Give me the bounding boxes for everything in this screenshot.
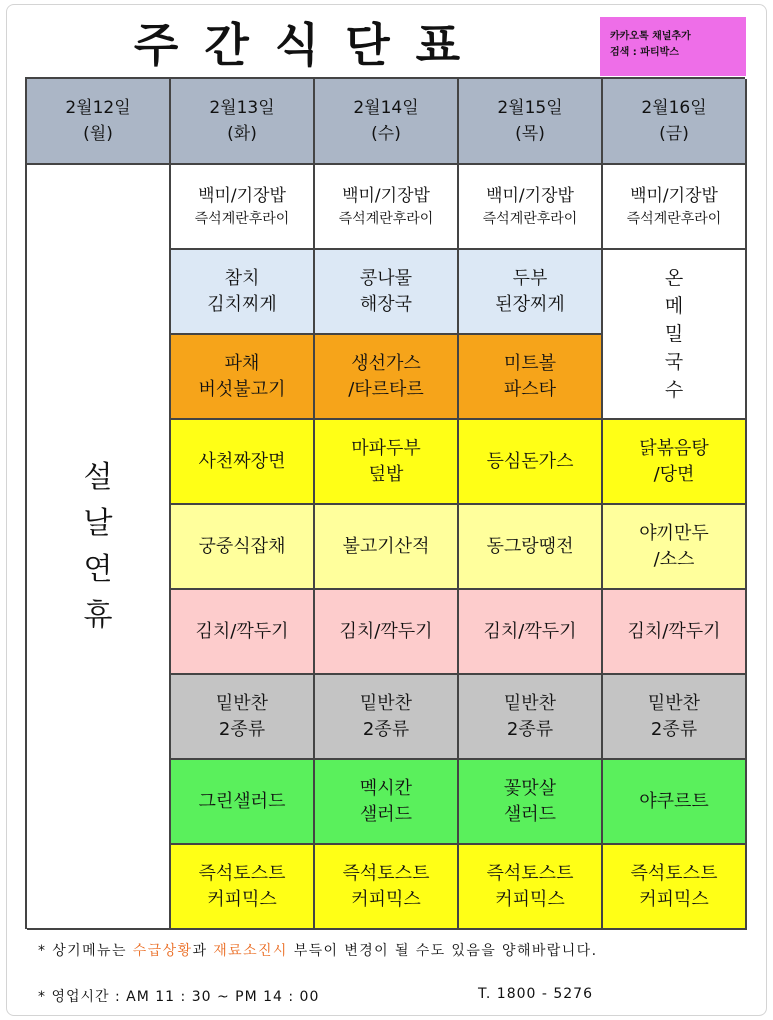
- menu-line: 궁중식잡채: [198, 535, 286, 557]
- special-char: 국: [664, 351, 684, 373]
- menu-line: 샐러드: [359, 803, 413, 825]
- business-hours: * 영업시간 : AM 11 : 30 ~ PM 14 : 00: [38, 989, 320, 1005]
- menu-line: 등심돈가스: [486, 450, 574, 472]
- menu-line: 백미/기장밥: [342, 185, 430, 206]
- notice-material: 재료소진시: [213, 943, 288, 959]
- menu-cell-soup: [171, 250, 315, 335]
- holiday-char: 설: [83, 459, 113, 495]
- menu-line: 샐러드: [503, 803, 557, 825]
- menu-line: 즉석계란후라이: [194, 210, 290, 227]
- menu-line: 즉석토스트: [486, 862, 574, 884]
- menu-line: 2종류: [362, 718, 410, 740]
- menu-line: 밑반찬: [503, 692, 557, 714]
- special-char: 수: [664, 379, 684, 401]
- menu-cell-rice: [603, 165, 747, 250]
- menu-cell-main2: [459, 420, 603, 505]
- holiday-cell: [27, 165, 171, 930]
- day-weekday: (화): [227, 124, 257, 144]
- menu-line: 콩나물: [359, 267, 413, 289]
- menu-line: 멕시칸: [359, 777, 413, 799]
- menu-cell-toast: [603, 845, 747, 930]
- menu-cell-banchan: [315, 675, 459, 760]
- menu-cell-kimchi: [171, 590, 315, 675]
- day-date: 2월12일: [65, 98, 131, 118]
- kakao-channel-badge: [600, 17, 746, 76]
- menu-cell-toast: [315, 845, 459, 930]
- menu-cell-soup: [315, 250, 459, 335]
- menu-line: /타르타르: [348, 378, 424, 400]
- menu-line: 밑반찬: [215, 692, 269, 714]
- menu-table: [25, 77, 745, 929]
- menu-cell-main: [171, 335, 315, 420]
- menu-line: 김치/깍두기: [339, 620, 433, 642]
- promo-line-2: 검색 : 파티박스: [610, 47, 679, 58]
- menu-cell-friday-special: [603, 250, 747, 420]
- menu-line: 꽃맛살: [503, 777, 557, 799]
- notice-supply: 수급상황: [132, 943, 193, 959]
- notice-prefix: * 상기메뉴는: [38, 943, 133, 959]
- menu-cell-rice: [315, 165, 459, 250]
- special-char: 온: [664, 267, 684, 289]
- menu-cell-salad: [315, 760, 459, 845]
- menu-line: 즉석계란후라이: [626, 210, 722, 227]
- day-date: 2월14일: [353, 98, 419, 118]
- menu-cell-toast: [171, 845, 315, 930]
- menu-cell-rice: [459, 165, 603, 250]
- menu-cell-banchan: [603, 675, 747, 760]
- menu-line: 마파두부: [351, 437, 421, 459]
- holiday-char: 휴: [83, 597, 113, 633]
- menu-cell-kimchi: [603, 590, 747, 675]
- menu-line: 백미/기장밥: [198, 185, 286, 206]
- menu-line: 즉석토스트: [630, 862, 718, 884]
- menu-line: /당면: [653, 463, 695, 485]
- menu-cell-side: [171, 505, 315, 590]
- menu-line: 야쿠르트: [639, 790, 709, 812]
- menu-line: 즉석토스트: [342, 862, 430, 884]
- day-header-fri: [603, 79, 747, 165]
- day-date: 2월16일: [641, 98, 707, 118]
- notice-mid: 과: [192, 943, 214, 959]
- phone-number: T. 1800 - 5276: [478, 986, 594, 1002]
- day-date: 2월15일: [497, 98, 563, 118]
- menu-line: 덮밥: [368, 463, 404, 485]
- menu-line: 불고기산적: [342, 535, 430, 557]
- menu-cell-toast: [459, 845, 603, 930]
- menu-change-notice: [38, 940, 597, 960]
- menu-line: 밑반찬: [359, 692, 413, 714]
- menu-line: 밑반찬: [647, 692, 701, 714]
- menu-line: 닭볶음탕: [639, 437, 709, 459]
- promo-line-1: 카카오톡 채널추가: [610, 31, 691, 42]
- menu-cell-soup: [459, 250, 603, 335]
- day-header-thu: [459, 79, 603, 165]
- day-weekday: (월): [83, 124, 113, 144]
- menu-line: 2종류: [650, 718, 698, 740]
- day-weekday: (목): [515, 124, 545, 144]
- menu-line: 즉석계란후라이: [482, 210, 578, 227]
- menu-line: 커피믹스: [207, 888, 277, 910]
- menu-cell-main: [315, 335, 459, 420]
- menu-cell-salad: [459, 760, 603, 845]
- menu-line: 사천짜장면: [198, 450, 286, 472]
- menu-line: 김치/깍두기: [483, 620, 577, 642]
- menu-line: /소스: [653, 548, 695, 570]
- menu-cell-main2: [315, 420, 459, 505]
- menu-line: 백미/기장밥: [486, 185, 574, 206]
- menu-cell-main: [459, 335, 603, 420]
- menu-line: 파스타: [503, 378, 557, 400]
- menu-line: 즉석토스트: [198, 862, 286, 884]
- menu-cell-banchan: [459, 675, 603, 760]
- menu-line: 커피믹스: [351, 888, 421, 910]
- menu-line: 즉석계란후라이: [338, 210, 434, 227]
- menu-cell-salad: [603, 760, 747, 845]
- holiday-char: 날: [83, 505, 113, 541]
- menu-cell-side: [315, 505, 459, 590]
- menu-line: 김치찌게: [207, 293, 277, 315]
- menu-line: 백미/기장밥: [630, 185, 718, 206]
- day-header-mon: [27, 79, 171, 165]
- menu-line: 참치: [224, 267, 260, 289]
- day-header-tue: [171, 79, 315, 165]
- menu-cell-salad: [171, 760, 315, 845]
- holiday-char: 연: [83, 551, 113, 587]
- special-char: 메: [664, 295, 684, 317]
- menu-line: 미트볼: [503, 352, 557, 374]
- menu-line: 커피믹스: [639, 888, 709, 910]
- menu-cell-main2: [603, 420, 747, 505]
- menu-cell-side: [603, 505, 747, 590]
- menu-cell-rice: [171, 165, 315, 250]
- menu-line: 해장국: [359, 293, 413, 315]
- day-weekday: (수): [371, 124, 401, 144]
- menu-cell-kimchi: [315, 590, 459, 675]
- menu-line: 그린샐러드: [198, 790, 286, 812]
- menu-line: 야끼만두: [639, 522, 709, 544]
- day-header-wed: [315, 79, 459, 165]
- menu-line: 2종류: [218, 718, 266, 740]
- menu-line: 김치/깍두기: [627, 620, 721, 642]
- menu-line: 커피믹스: [495, 888, 565, 910]
- menu-line: 2종류: [506, 718, 554, 740]
- menu-line: 버섯불고기: [198, 378, 286, 400]
- day-date: 2월13일: [209, 98, 275, 118]
- menu-line: 파채: [224, 352, 260, 374]
- menu-line: 생선가스: [351, 352, 421, 374]
- menu-cell-kimchi: [459, 590, 603, 675]
- menu-line: 된장찌게: [495, 293, 565, 315]
- menu-line: 동그랑땡전: [486, 535, 574, 557]
- day-weekday: (금): [659, 124, 689, 144]
- menu-line: 김치/깍두기: [195, 620, 289, 642]
- menu-cell-side: [459, 505, 603, 590]
- page-title: 주간식단표: [133, 18, 487, 72]
- menu-cell-main2: [171, 420, 315, 505]
- notice-suffix: 부득이 변경이 될 수도 있음을 양해바랍니다.: [287, 943, 598, 959]
- special-char: 밀: [664, 323, 684, 345]
- menu-line: 두부: [512, 267, 548, 289]
- menu-cell-banchan: [171, 675, 315, 760]
